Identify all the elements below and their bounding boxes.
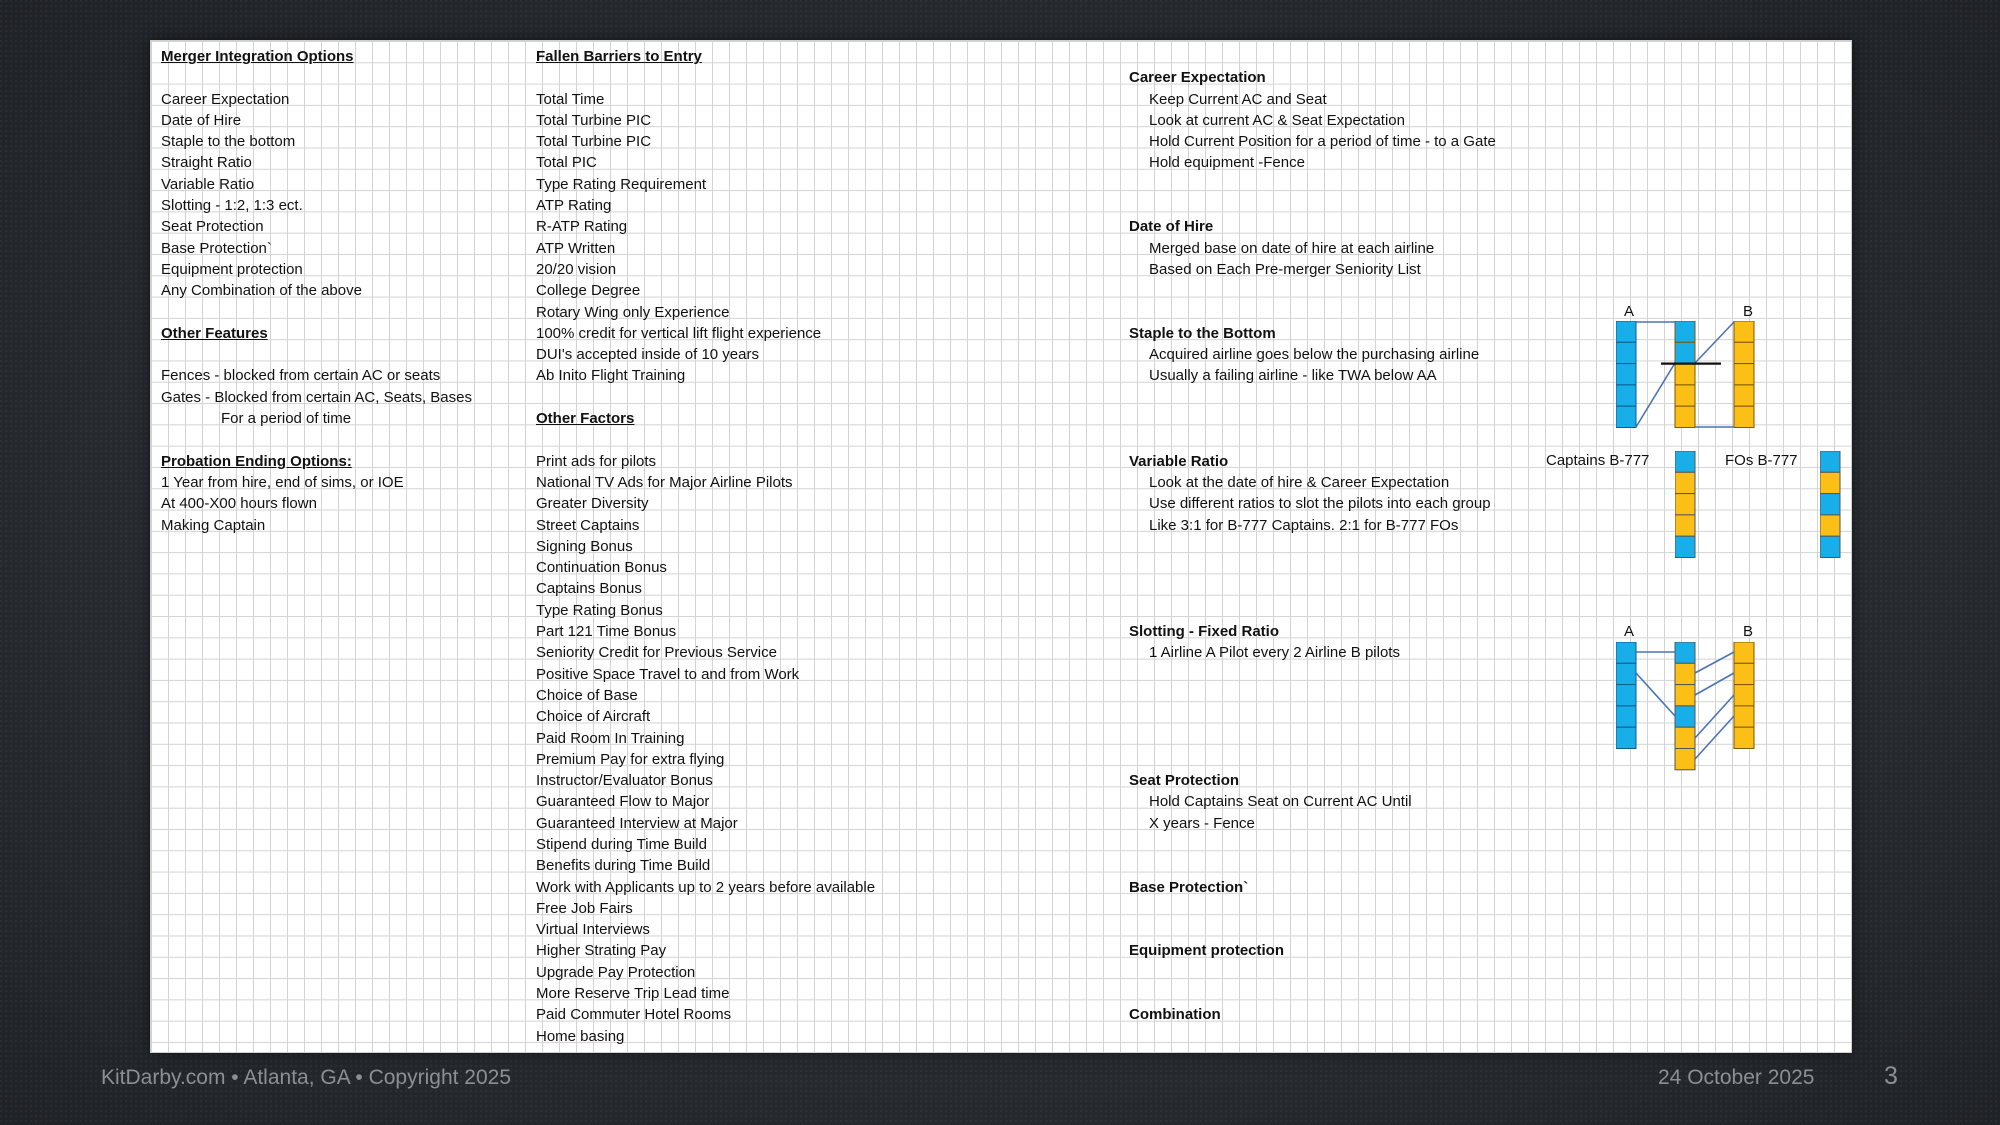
staple-diagram-label-b: B [1743,303,1754,320]
list-item: Rotary Wing only Experience [536,303,730,321]
list-item [1129,664,1496,685]
list-item [1129,983,1496,1004]
footer-copyright: KitDarby.com • Atlanta, GA • Copyright 2025 [101,1066,512,1089]
staple-to-bottom-diagram [1616,321,1756,431]
list-item: Captains Bonus [536,580,642,598]
list-item: Keep Current AC and Seat [1149,90,1327,108]
list-item [1129,195,1496,216]
list-item: Making Captain [161,516,266,534]
list-item: Guaranteed Flow to Major [536,793,710,811]
list-item: Variable Ratio [161,175,255,193]
list-item: Ab Inito Flight Training [536,367,686,385]
list-item: Benefits during Time Build [536,857,711,875]
list-item: Virtual Interviews [536,921,650,939]
list-item: Look at current AC & Seat Expectation [1149,111,1405,129]
list-item: Free Job Fairs [536,899,633,917]
list-item: ATP Written [536,239,616,257]
list-item: Hold Current Position for a period of time - to a Gate [1149,133,1496,151]
list-item: Merged base on date of hire at each airline [1149,239,1435,257]
list-item: Hold equipment -Fence [1149,154,1305,172]
list-item: Signing Bonus [536,537,633,555]
list-item: Choice of Aircraft [536,708,651,726]
section-heading: Date of Hire [1129,218,1214,236]
list-item [1129,834,1496,855]
list-item: Premium Pay for extra flying [536,750,725,768]
list-item [1129,728,1496,749]
list-item [1129,174,1496,195]
list-item: More Reserve Trip Lead time [536,985,730,1003]
slotting-column-merged [1675,642,1695,770]
merger-options-column [161,46,472,536]
list-item: Based on Each Pre-merger Seniority List [1149,260,1421,278]
list-item: Look at the date of hire & Career Expectation [1149,473,1450,491]
list-item: X years - Fence [1149,814,1255,832]
list-item: Print ads for pilots [536,452,657,470]
list-item: At 400-X00 hours flown [161,495,317,513]
list-item: Upgrade Pay Protection [536,963,696,981]
list-item: DUI's accepted inside of 10 years [536,346,759,364]
list-item: Like 3:1 for B-777 Captains. 2:1 for B-777 FOs [1149,516,1459,534]
list-item: Career Expectation [161,90,290,108]
list-item: Total PIC [536,154,597,172]
list-item: Type Rating Requirement [536,175,707,193]
list-item: National TV Ads for Major Airline Pilots [536,473,793,491]
list-item [1129,387,1496,408]
list-item [161,429,472,450]
list-item: 100% credit for vertical lift flight experience [536,324,822,342]
spreadsheet-sheet [150,40,1852,1053]
list-item: Hold Captains Seat on Current AC Until [1149,793,1412,811]
section-heading: Staple to the Bottom [1129,324,1276,342]
list-item [1129,962,1496,983]
list-item: Staple to the bottom [161,133,296,151]
staple-column-a [1616,321,1636,428]
list-item [1129,429,1496,450]
list-item [536,387,875,408]
list-item [1129,919,1496,940]
variable-label-captains: Captains B-777 [1546,452,1650,469]
slotting-fixed-ratio-diagram [1616,642,1756,777]
list-item: Total Time [536,90,605,108]
list-item [536,429,875,450]
list-item [1129,578,1496,599]
list-item [1129,280,1496,301]
list-item: Paid Commuter Hotel Rooms [536,1006,732,1024]
list-item [1129,302,1496,323]
list-item: Equipment protection [161,260,303,278]
list-item [161,344,472,365]
list-item: Type Rating Bonus [536,601,663,619]
slide-number: 3 [1884,1062,1898,1090]
section-heading: Other Factors [536,410,635,428]
section-heading: Probation Ending Options: [161,452,352,470]
descriptions-column [1129,46,1496,1026]
list-item: Paid Room In Training [536,729,685,747]
staple-column-b [1734,321,1754,428]
list-item: Gates - Blocked from certain AC, Seats, Bases [161,388,472,406]
list-item [1129,749,1496,770]
list-item [1129,706,1496,727]
list-item: 20/20 vision [536,260,617,278]
slotting-column-b [1734,642,1754,749]
section-heading: Equipment protection [1129,942,1284,960]
list-item: Use different ratios to slot the pilots into each group [1149,495,1491,513]
list-item [1129,855,1496,876]
list-item: For a period of time [221,410,352,428]
footer-date: 24 October 2025 [1658,1066,1815,1089]
list-item: Home basing [536,1027,625,1045]
list-item: Total Turbine PIC [536,111,652,129]
section-heading: Career Expectation [1129,69,1266,87]
list-item: Fences - blocked from certain AC or seats [161,367,441,385]
section-heading: Variable Ratio [1129,452,1229,470]
list-item [1129,557,1496,578]
slotting-diagram-label-a: A [1624,623,1635,640]
section-heading: Combination [1129,1006,1221,1024]
list-item: Instructor/Evaluator Bonus [536,772,713,790]
list-item: Seniority Credit for Previous Service [536,644,777,662]
list-item: Base Protection` [161,239,272,257]
list-item: Seat Protection [161,218,264,236]
staple-diagram-label-a: A [1624,303,1635,320]
list-item: Date of Hire [161,111,242,129]
variable-ratio-captains-column [1675,451,1697,561]
section-heading: Base Protection` [1129,878,1249,896]
list-item: R-ATP Rating [536,218,628,236]
list-item [161,67,472,88]
list-item: ATP Rating [536,197,612,215]
variable-label-fos: FOs B-777 [1725,452,1798,469]
list-item: College Degree [536,282,641,300]
list-item: Higher Strating Pay [536,942,667,960]
slotting-diagram-label-b: B [1743,623,1754,640]
list-item [1129,408,1496,429]
list-item: Any Combination of the above [161,282,362,300]
list-item: Part 121 Time Bonus [536,623,677,641]
list-item: Choice of Base [536,686,638,704]
list-item: Acquired airline goes below the purchasing airline [1149,346,1480,364]
list-item: Total Turbine PIC [536,133,652,151]
section-heading: Fallen Barriers to Entry [536,48,702,65]
list-item [1129,536,1496,557]
list-item [161,302,472,323]
list-item: Slotting - 1:2, 1:3 ect. [161,197,303,215]
list-item [1129,46,1496,67]
list-item [1129,685,1496,706]
section-heading: Seat Protection [1129,772,1240,790]
list-item: Continuation Bonus [536,559,667,577]
list-item [1129,600,1496,621]
section-heading: Other Features [161,324,268,342]
list-item: Guaranteed Interview at Major [536,814,738,832]
list-item: 1 Airline A Pilot every 2 Airline B pilots [1149,644,1400,662]
list-item: Usually a failing airline - like TWA below AA [1149,367,1437,385]
list-item: Greater Diversity [536,495,649,513]
list-item: Street Captains [536,516,640,534]
slotting-column-a [1616,642,1636,749]
staple-column-merged [1675,321,1695,428]
list-item: 1 Year from hire, end of sims, or IOE [161,473,404,491]
list-item: Straight Ratio [161,154,252,172]
list-item: Positive Space Travel to and from Work [536,665,800,683]
list-item: Work with Applicants up to 2 years before available [536,878,876,896]
variable-ratio-fos-column [1820,451,1842,561]
barriers-column [536,46,875,1047]
list-item: Stipend during Time Build [536,835,707,853]
list-item [1129,898,1496,919]
section-heading: Slotting - Fixed Ratio [1129,623,1279,641]
list-item [536,67,875,88]
section-heading: Merger Integration Options [161,48,354,65]
